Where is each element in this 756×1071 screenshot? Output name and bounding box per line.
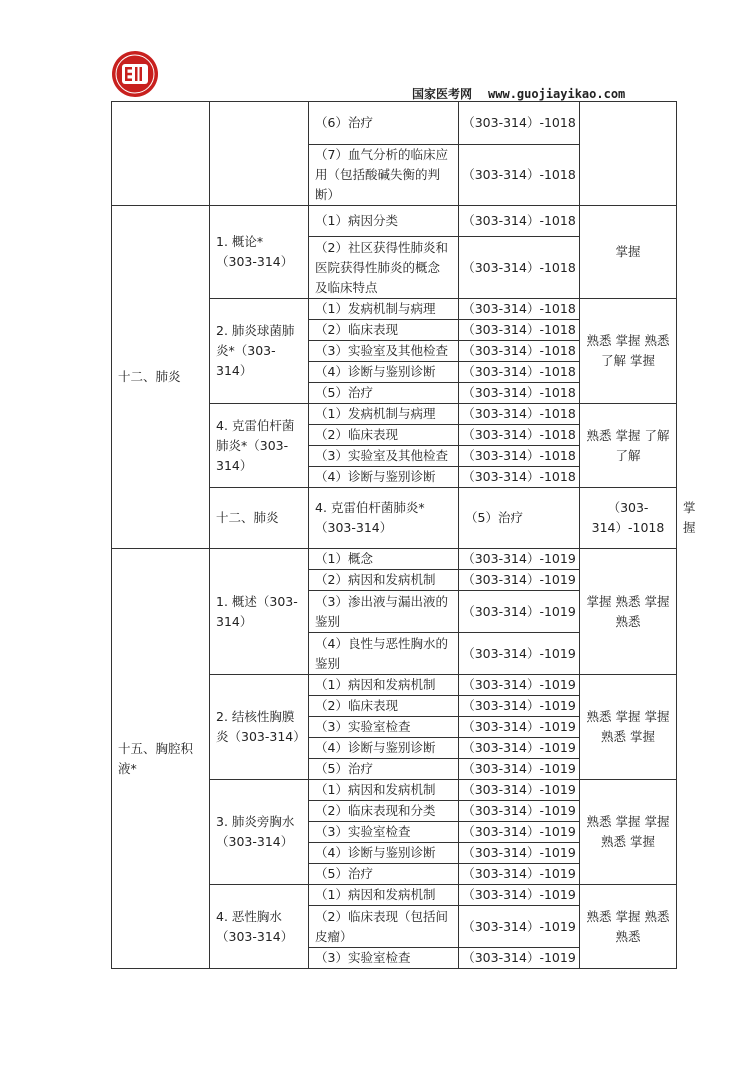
section-cell: 2. 结核性胸膜炎（303-314）: [210, 675, 309, 780]
topic-cell: （1）病因分类: [309, 206, 459, 237]
site-url[interactable]: www.guojiayikao.com: [488, 87, 626, 101]
code-cell: （303-314）-1019: [459, 801, 580, 822]
topic-cell: （3）实验室检查: [309, 717, 459, 738]
topic-cell: （4）诊断与鉴别诊断: [309, 362, 459, 383]
code-cell: （303-314）-1019: [459, 780, 580, 801]
topic-cell: （6）治疗: [309, 102, 459, 145]
code-cell: （303-314）-1019: [459, 822, 580, 843]
topic-cell: （2）临床表现: [309, 320, 459, 341]
section-cell: 2. 肺炎球菌肺炎*（303-314）: [210, 299, 309, 404]
topic-cell: （3）实验室及其他检查: [309, 341, 459, 362]
table-row: [112, 102, 677, 145]
code-cell: （303-314）-1018: [580, 488, 677, 549]
section-cell: 4. 恶性胸水（303-314）: [210, 885, 309, 969]
table-row: [112, 206, 677, 237]
code-cell: （303-314）-1019: [459, 591, 580, 633]
section-cell: 4. 克雷伯杆菌肺炎*（303-314）: [210, 404, 309, 488]
topic-cell: （7）血气分析的临床应用（包括酸碱失衡的判断）: [309, 145, 459, 206]
topic-cell: （5）治疗: [309, 864, 459, 885]
code-cell: （303-314）-1019: [459, 843, 580, 864]
code-cell: （303-314）-1018: [459, 446, 580, 467]
code-cell: （303-314）-1019: [459, 948, 580, 969]
unit-cell: [112, 102, 210, 206]
topic-cell: （2）病因和发病机制: [309, 570, 459, 591]
requirement-cell: 熟悉 掌握 了解 了解: [580, 404, 677, 488]
site-header: [412, 85, 625, 102]
code-cell: （303-314）-1019: [459, 633, 580, 675]
code-cell: （303-314）-1018: [459, 320, 580, 341]
requirement-cell: 掌握 熟悉 掌握 熟悉: [580, 549, 677, 675]
topic-cell: （1）发病机制与病理: [309, 404, 459, 425]
unit-cell: 十五、胸腔积液*: [112, 549, 210, 969]
table-row: 十二、肺炎 4. 克雷伯杆菌肺炎*（303-314） （5）治疗 （303-314）-1018 掌握: [112, 488, 677, 549]
code-cell: （303-314）-1018: [459, 383, 580, 404]
code-cell: （303-314）-1019: [459, 717, 580, 738]
topic-cell: （1）病因和发病机制: [309, 885, 459, 906]
topic-cell: （1）发病机制与病理: [309, 299, 459, 320]
unit-cell: 十二、肺炎: [112, 206, 210, 549]
topic-cell: （4）良性与恶性胸水的鉴别: [309, 633, 459, 675]
topic-cell: （2）临床表现（包括间皮瘤）: [309, 906, 459, 948]
code-cell: （303-314）-1018: [459, 467, 580, 488]
topic-cell: （5）治疗: [309, 383, 459, 404]
topic-cell: （3）实验室检查: [309, 822, 459, 843]
section-cell: 1. 概述（303-314）: [210, 549, 309, 675]
code-cell: （303-314）-1018: [459, 299, 580, 320]
requirement-cell: 熟悉 掌握 掌握 熟悉 掌握: [580, 780, 677, 885]
code-cell: （303-314）-1019: [459, 675, 580, 696]
topic-cell: （3）实验室及其他检查: [309, 446, 459, 467]
code-cell: （303-314）-1019: [459, 864, 580, 885]
code-cell: （303-314）-1018: [459, 237, 580, 299]
code-cell: （303-314）-1018: [459, 404, 580, 425]
guojiayikao-logo-icon: [111, 50, 159, 98]
requirement-cell: 熟悉 掌握 掌握 熟悉 掌握: [580, 675, 677, 780]
unit-cell: 十二、肺炎: [210, 488, 309, 549]
topic-cell: （5）治疗: [309, 759, 459, 780]
topic-cell: （4）诊断与鉴别诊断: [309, 738, 459, 759]
requirement-cell: 掌握: [580, 206, 677, 299]
code-cell: （303-314）-1019: [459, 549, 580, 570]
syllabus-body: [112, 102, 696, 969]
section-cell: 3. 肺炎旁胸水（303-314）: [210, 780, 309, 885]
code-cell: （303-314）-1018: [459, 341, 580, 362]
topic-cell: （1）病因和发病机制: [309, 780, 459, 801]
topic-cell: （2）社区获得性肺炎和医院获得性肺炎的概念及临床特点: [309, 237, 459, 299]
table-row: [112, 549, 677, 570]
requirement-cell: 熟悉 掌握 熟悉 熟悉: [580, 885, 677, 969]
topic-cell: （2）临床表现和分类: [309, 801, 459, 822]
topic-cell: （3）实验室检查: [309, 948, 459, 969]
section-cell: 1. 概论*（303-314）: [210, 206, 309, 299]
syllabus-table: [111, 101, 696, 969]
code-cell: （303-314）-1019: [459, 885, 580, 906]
code-cell: （303-314）-1019: [459, 696, 580, 717]
section-cell: 4. 克雷伯杆菌肺炎*（303-314）: [309, 488, 459, 549]
topic-cell: （3）渗出液与漏出液的鉴别: [309, 591, 459, 633]
code-cell: （303-314）-1018: [459, 425, 580, 446]
topic-cell: （4）诊断与鉴别诊断: [309, 843, 459, 864]
code-cell: （303-314）-1019: [459, 570, 580, 591]
topic-cell: （1）病因和发病机制: [309, 675, 459, 696]
topic-cell: （5）治疗: [459, 488, 580, 549]
code-cell: （303-314）-1019: [459, 759, 580, 780]
site-name: 国家医考网: [412, 87, 473, 101]
code-cell: （303-314）-1019: [459, 906, 580, 948]
code-cell: （303-314）-1018: [459, 362, 580, 383]
requirement-cell: [580, 102, 677, 206]
requirement-cell: 熟悉 掌握 熟悉 了解 掌握: [580, 299, 677, 404]
section-cell: [210, 102, 309, 206]
code-cell: （303-314）-1018: [459, 145, 580, 206]
code-cell: （303-314）-1018: [459, 206, 580, 237]
code-cell: （303-314）-1019: [459, 738, 580, 759]
topic-cell: （1）概念: [309, 549, 459, 570]
topic-cell: （4）诊断与鉴别诊断: [309, 467, 459, 488]
topic-cell: （2）临床表现: [309, 425, 459, 446]
code-cell: （303-314）-1018: [459, 102, 580, 145]
topic-cell: （2）临床表现: [309, 696, 459, 717]
